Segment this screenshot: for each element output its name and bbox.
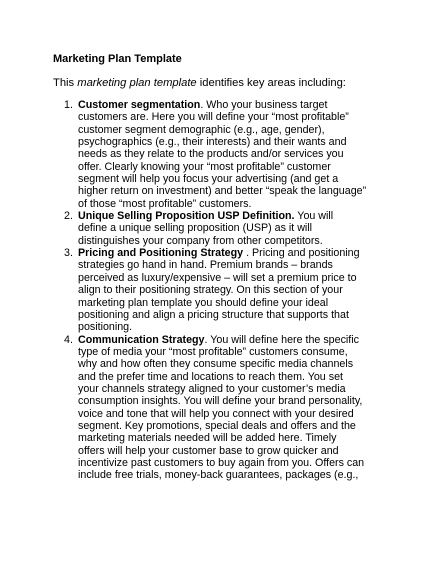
list-item-line [78,99,388,111]
list-item-line [78,284,388,296]
list-item-text: align to their positioning strategy. On this section of your [78,284,343,297]
list-item-heading: Pricing and Positioning Strategy [78,247,244,260]
list-item-text: define a unique selling proposition (USP) as it will [78,222,313,235]
list-item-heading: Communication Strategy [78,333,205,346]
list-item-text: marketing materials needed will be added here. Timely [78,432,337,445]
list-item-text: include free trials, money-back guarantees, packages (e.g., [78,469,359,482]
list-item [53,210,388,247]
list-item-text: strategies go hand in hand. Premium brands – brands [78,259,333,272]
list-item [53,99,388,210]
list-item-line [78,408,388,420]
intro-paragraph [53,77,346,89]
list-item-number: 1. [64,99,73,111]
list-item-line [78,371,388,383]
numbered-list [53,99,388,482]
list-item-text: . Pricing and positioning [243,247,360,260]
list-item-text: . You will define here the specific [204,333,359,346]
list-item-line [78,136,388,148]
list-item-line [78,111,388,123]
list-item-text: marketing plan template you should define your ideal [78,296,329,309]
list-item-line [78,321,388,333]
list-item-line [78,457,388,469]
list-item-text: customer segment demographic (e.g., age, gender), [78,123,325,136]
list-item [53,334,388,482]
list-item-text: higher return on investment) and better “speak the language” [78,185,367,198]
list-item-text: voice and tone that will help you connect with your desired [78,407,354,420]
list-item-line [78,358,388,370]
list-item-line [78,161,388,173]
list-item [53,247,388,333]
list-item-line [78,297,388,309]
list-item-line [78,309,388,321]
list-item-text: offer. Clearly knowing your “most profitable” customer [78,160,331,173]
list-item-text: psychographics (e.g., their interests) and their wants and [78,136,347,149]
list-item-line [78,420,388,432]
list-item-line [78,383,388,395]
list-item-text: consumption insights. You will define your brand personality, [78,395,363,408]
list-item-line [78,210,388,222]
list-item-line [78,259,388,271]
list-item-line [78,432,388,444]
intro-emphasis: marketing plan template [77,77,197,89]
list-item-line [78,198,388,210]
list-item-text: needs as they relate to the products and/or services you [78,148,344,161]
intro-text-start: This [53,77,78,89]
list-item-text: perceived as luxury/expensive – will set a premium price to [78,271,357,284]
list-item-line [78,346,388,358]
list-item-line [78,334,388,346]
list-item-line [78,272,388,284]
list-item-text: customers are. Here you will define your “most profitable” [78,111,349,124]
list-item-text: offers will help your customer base to grow quicker and [78,444,339,457]
list-item-text: your channels strategy aligned to your customer’s media [78,382,346,395]
list-item-line [78,185,388,197]
list-item-text: distinguishes your company from other competitors. [78,234,323,247]
list-item-line [78,235,388,247]
list-item-text: You will [294,210,334,223]
document-title: Marketing Plan Template [53,53,182,65]
list-item-text: and the prefer time and locations to reach them. You set [78,370,343,383]
list-item-text: positioning. [78,321,133,334]
list-item-text: type of media your “most profitable” customers consume, [78,345,348,358]
list-item-line [78,148,388,160]
list-item-text: incentivize past customers to buy again from you. Offers can [78,456,365,469]
list-item-text: positioning and align a pricing structure that supports that [78,308,349,321]
list-item-line [78,469,388,481]
list-item-text: of those “most profitable” customers. [78,197,252,210]
list-item-text: . Who your business target [200,99,328,111]
list-item-text: why and how often they consume specific media channels [78,358,354,371]
list-item-line [78,247,388,259]
list-item-line [78,124,388,136]
list-item-heading: Unique Selling Proposition USP Definition. [78,210,295,223]
list-item-line [78,445,388,457]
intro-text-end: identifies key areas including: [196,77,346,89]
list-item-number: 3. [64,247,73,260]
list-item-number: 4. [64,333,73,346]
list-item-number: 2. [64,210,73,223]
list-item-line [78,173,388,185]
list-item-text: segment. Key promotions, special deals and offers and the [78,419,356,432]
list-item-heading: Customer segmentation [78,99,201,111]
list-item-line [78,395,388,407]
list-item-line [78,222,388,234]
list-item-text: segment will help you focus your advertising (and get a [78,173,339,186]
